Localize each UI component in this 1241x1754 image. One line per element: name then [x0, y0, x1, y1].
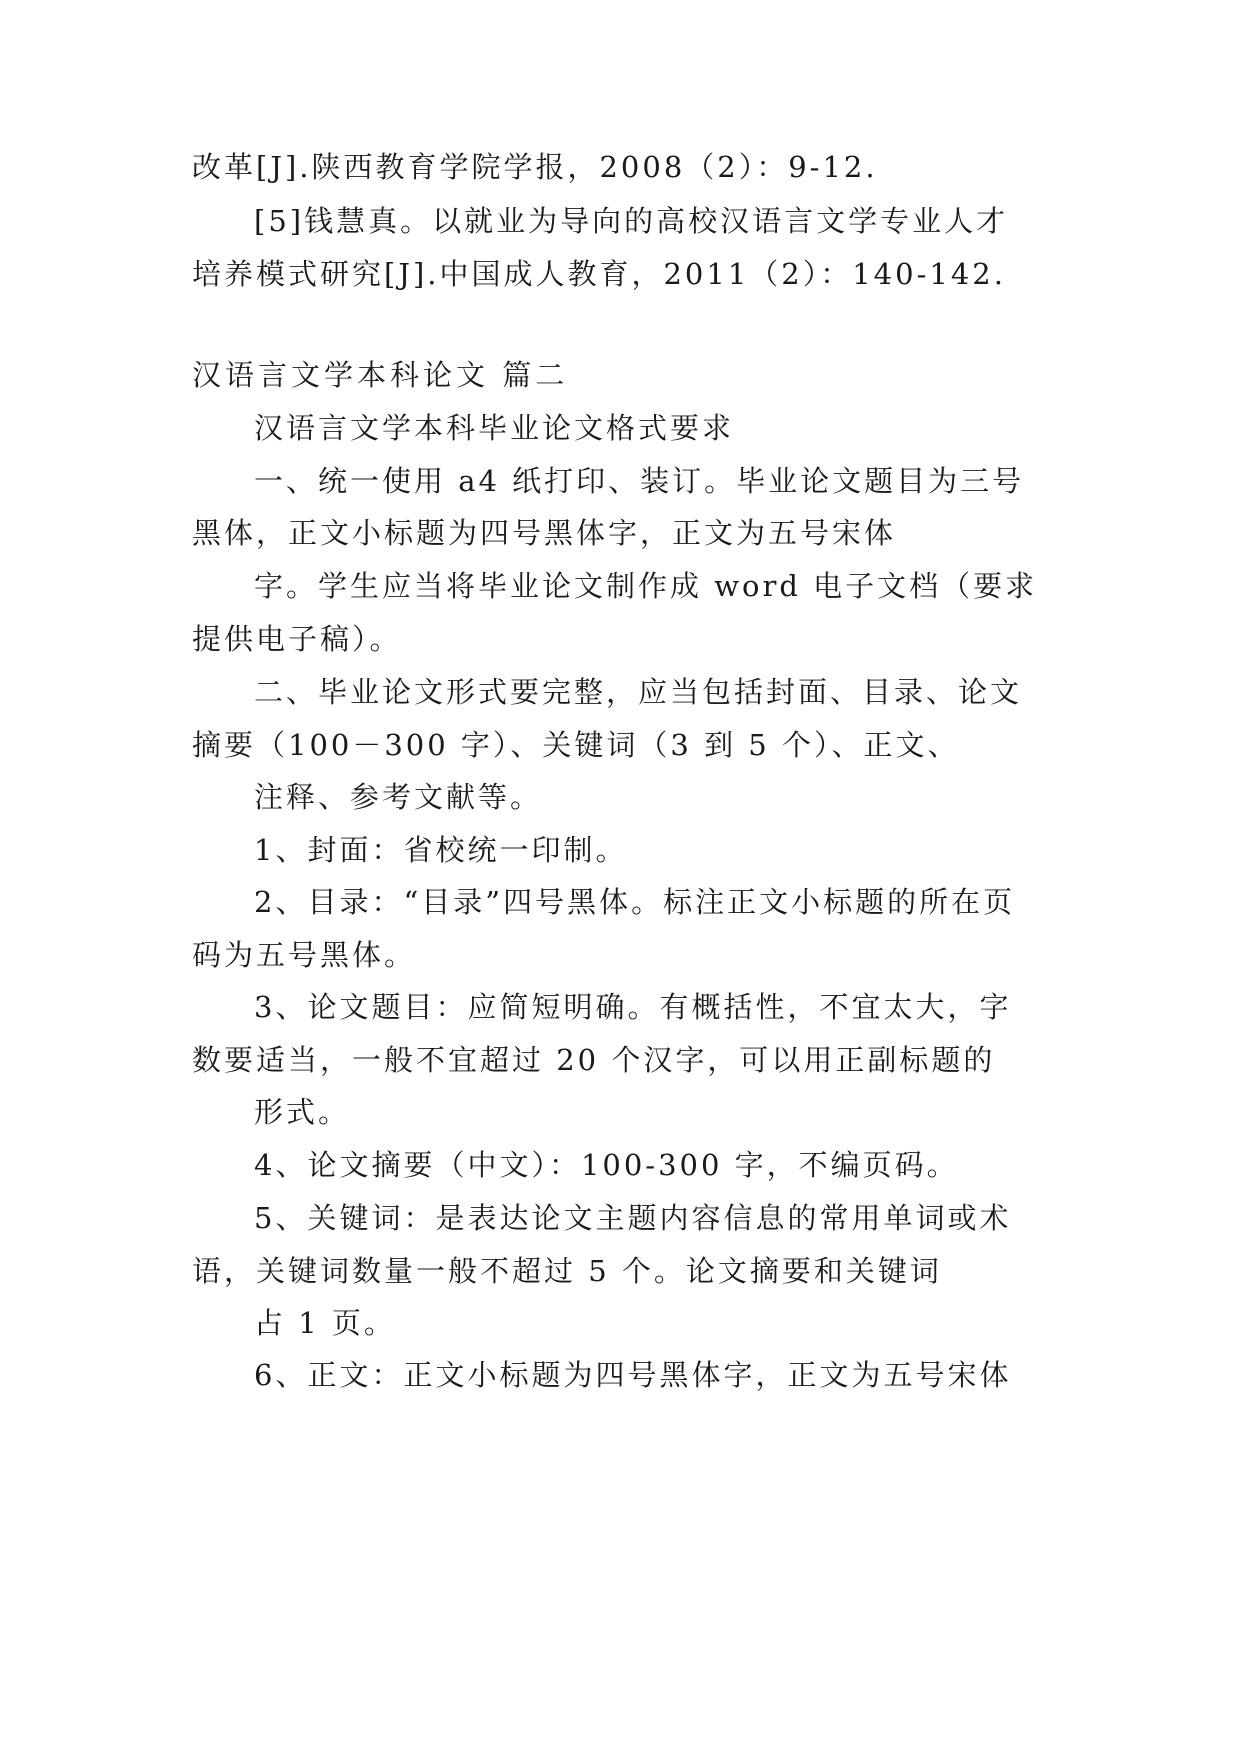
- list-item: 1、封面：省校统一印制。: [254, 833, 628, 867]
- paragraph-line: 摘要（100－300 字）、关键词（3 到 5 个）、正文、: [192, 728, 960, 762]
- list-item-continuation: 形式。: [254, 1095, 351, 1129]
- paragraph-line: 黑体，正文小标题为四号黑体字，正文为五号宋体: [192, 516, 897, 550]
- reference-4-continuation: 改革[J].陕西教育学院学报，2008（2）：9-12.: [192, 150, 878, 184]
- reference-5-continuation: 培养模式研究[J].中国成人教育，2011（2）：140-142.: [192, 257, 1006, 291]
- list-item-continuation: 语，关键词数量一般不超过 5 个。论文摘要和关键词: [192, 1254, 942, 1288]
- list-item: 2、目录：“目录”四号黑体。标注正文小标题的所在页: [254, 885, 1016, 919]
- reference-5: [5]钱慧真。以就业为导向的高校汉语言文学专业人才: [254, 204, 1009, 238]
- section-title: 汉语言文学本科毕业论文格式要求: [254, 411, 735, 445]
- paragraph-line: 字。学生应当将毕业论文制作成 word 电子文档（要求: [254, 569, 1038, 603]
- section-heading: 汉语言文学本科论文 篇二: [192, 358, 569, 392]
- list-item-continuation: 码为五号黑体。: [192, 938, 417, 972]
- paragraph-line: 二、毕业论文形式要完整，应当包括封面、目录、论文: [254, 675, 1023, 709]
- list-item: 4、论文摘要（中文）：100-300 字，不编页码。: [254, 1148, 959, 1182]
- list-item: 5、关键词：是表达论文主题内容信息的常用单词或术: [254, 1201, 1012, 1235]
- paragraph-line: 注释、参考文献等。: [254, 780, 543, 814]
- paragraph-line: 一、统一使用 a4 纸打印、装订。毕业论文题目为三号: [254, 464, 1025, 498]
- list-item-continuation: 占 1 页。: [254, 1306, 396, 1340]
- list-item-continuation: 数要适当，一般不宜超过 20 个汉字，可以用正副标题的: [192, 1043, 996, 1077]
- list-item: 6、正文：正文小标题为四号黑体字，正文为五号宋体: [254, 1358, 1012, 1392]
- paragraph-line: 提供电子稿）。: [192, 622, 402, 656]
- list-item: 3、论文题目：应简短明确。有概括性，不宜太大，字: [254, 990, 1012, 1024]
